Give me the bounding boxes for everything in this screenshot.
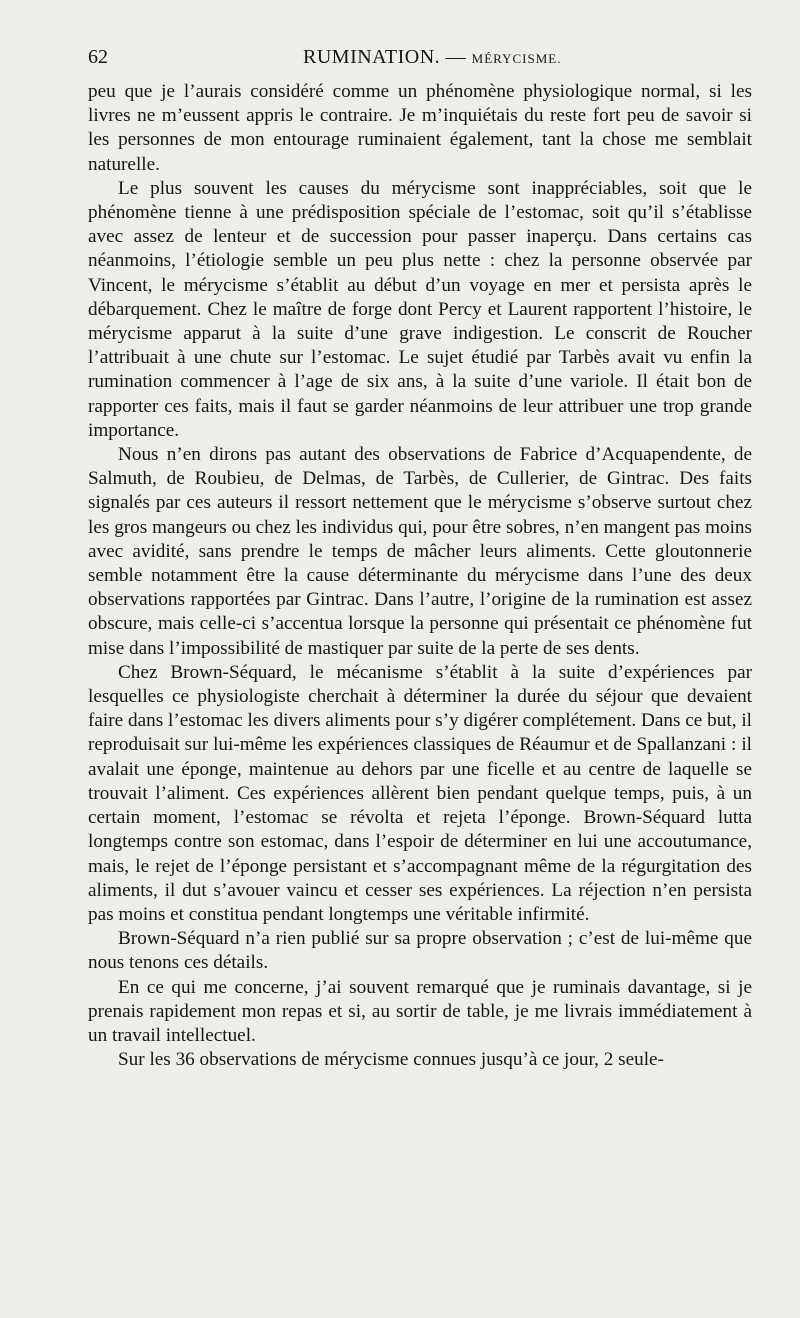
paragraph-continued: peu que je l’aurais considéré comme un phénomène physiologique normal, si les livres ne m’eussent appris le contraire. Je m’inquiétais du reste fort peu de savoir si les personnes de mon entourage ruminaient également, tant la chose me semblait naturelle. (88, 81, 752, 175)
paragraph-author-experience: En ce qui me concerne, j’ai souvent remarqué que je ruminais davantage, si je prenais rapidement mon repas et si, au sortir de table, je me livrais immédiatement à un travail intellectuel. (88, 976, 752, 1046)
running-title-main: RUMINATION. — (303, 46, 467, 68)
paragraph-observations: Nous n’en dirons pas autant des observations de Fabrice d’Acquapendente, de Salmuth, de Roubieu, de Delmas, de Tarbès, de Cullerier, de Gintrac. Des faits signalés par ces auteurs il ressort nettement que le mérycisme s’observe surtout chez les gros mangeurs ou chez les individus qui, pour être sobres, n’en mangent pas moins avec avidité, sans prendre le temps de mâcher leurs aliments. Cette gloutonnerie semble notamment être la cause déterminante du mérycisme dans l’une des deux observations rapportées par Gintrac. Dans l’autre, l’origine de la rumination est assez obscure, mais celle-ci s’accentua lorsque la personne qui présentait ce phénomène fut mise dans l’impossibilité de mastiquer par suite de la perte de ses dents. (88, 444, 752, 659)
running-title-sub: MÉRYCISME. (471, 51, 562, 66)
paragraph-brown-sequard-note: Brown-Séquard n’a rien publié sur sa propre observation ; c’est de lui-même que nous tenons ces détails. (88, 928, 752, 974)
running-head (88, 42, 752, 72)
running-title (303, 42, 562, 74)
paragraph-brown-sequard: Chez Brown-Séquard, le mécanisme s’établit à la suite d’expériences par lesquelles ce physiologiste cherchait à déterminer la durée du séjour que devaient faire dans l’estomac les divers aliments pour s’y digérer complétement. Dans ce but, il reproduisait sur lui-même les expériences classiques de Réaumur et de Spallanzani : il avalait une éponge, maintenue au dehors par une ficelle et au centre de laquelle se trouvait l’aliment. Ces expériences allèrent bien pendant quelque temps, puis, à un certain moment, l’estomac se révolta et rejeta l’éponge. Brown-Séquard lutta longtemps contre son estomac, dans l’espoir de déterminer en lui une accoutumance, mais, le rejet de l’éponge persistant et s’accompagnant même de la régurgitation des aliments, il dut s’avouer vaincu et cesser ses expériences. La réjection n’en persista pas moins et constitua pendant longtemps une véritable infirmité. (88, 661, 752, 925)
paragraph-statistics: Sur les 36 observations de mérycisme connues jusqu’à ce jour, 2 seule- (118, 1049, 664, 1071)
body-text (88, 80, 752, 1072)
page-number: 62 (88, 46, 108, 68)
paragraph-causes: Le plus souvent les causes du mérycisme sont inappréciables, soit que le phénomène tienne à une prédisposition spéciale de l’estomac, soit qu’il s’établisse avec assez de lenteur et de succession pour passer inaperçu. Dans certains cas néanmoins, l’étiologie semble un peu plus nette : chez la personne observée par Vincent, le mérycisme s’établit au début d’un voyage en mer et persista après le débarquement. Chez le maître de forge dont Percy et Laurent rapportent l’histoire, le mérycisme apparut à la suite d’une grave indigestion. Le conscrit de Roucher l’attribuait à une chute sur l’estomac. Le sujet étudié par Tarbès avait vu enfin la rumination commencer à l’age de six ans, à la suite d’une variole. Il était bon de rapporter ces faits, mais il faut se garder néanmoins de leur attribuer une trop grande importance. (88, 177, 752, 441)
